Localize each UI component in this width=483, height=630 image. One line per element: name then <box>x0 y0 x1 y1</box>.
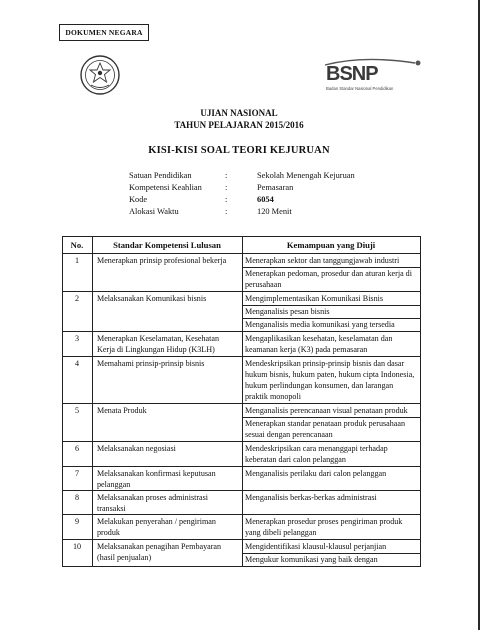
competency-standard: Menata Produk <box>93 404 243 442</box>
academic-year: TAHUN PELAJARAN 2015/2016 <box>174 120 304 130</box>
tested-ability-item: Menganalisis perilaku dari calon pelanggan <box>245 469 387 478</box>
table-body <box>63 254 421 567</box>
tested-abilities <box>243 540 421 567</box>
table-row <box>63 404 421 442</box>
tested-ability-item: Menganalisis berkas-berkas administrasi <box>245 493 377 502</box>
row-number: 1 <box>63 254 93 292</box>
tested-abilities <box>243 357 421 404</box>
info-label: Satuan Pendidikan <box>129 171 192 180</box>
table-row <box>63 467 421 491</box>
tested-ability-item: Mendeskripsikan cara menanggapi terhadap keberatan dari calon pelanggan <box>245 444 388 464</box>
tested-abilities <box>243 292 421 332</box>
competency-standard: Melaksanakan konfirmasi keputusan pelanggan <box>93 467 243 491</box>
tested-ability-item: Menganalisis media komunikasi yang tersedia <box>245 320 395 329</box>
competency-standard: Menerapkan prinsip profesional bekerja <box>93 254 243 292</box>
competency-table <box>62 236 421 567</box>
competency-standard: Melaksanakan negosiasi <box>93 442 243 467</box>
row-number: 10 <box>63 540 93 567</box>
tested-abilities <box>243 332 421 357</box>
info-separator: : <box>225 207 228 216</box>
competency-standard: Memahami prinsip-prinsip bisnis <box>93 357 243 404</box>
competency-standard: Menerapkan Keselamatan, Kesehatan Kerja di Lingkungan Hidup (K3LH) <box>93 332 243 357</box>
table-row <box>63 292 421 332</box>
info-label: Alokasi Waktu <box>129 207 179 216</box>
info-value: 120 Menit <box>257 207 292 216</box>
info-label: Kode <box>129 195 148 204</box>
document-classification-stamp: DOKUMEN NEGARA <box>59 24 149 41</box>
table-row <box>63 332 421 357</box>
table-row <box>63 515 421 540</box>
tested-ability-item: Mengimplementasikan Komunikasi Bisnis <box>243 293 420 306</box>
tested-ability-item: Menganalisis pesan bisnis <box>243 306 420 319</box>
competency-standard: Melakukan penyerahan / pengiriman produk <box>93 515 243 540</box>
competency-standard: Melaksanakan Komunikasi bisnis <box>93 292 243 332</box>
tested-abilities <box>243 404 421 442</box>
row-number: 2 <box>63 292 93 332</box>
row-number: 6 <box>63 442 93 467</box>
column-header-no: No. <box>63 237 93 254</box>
table-row <box>63 442 421 467</box>
table-row <box>63 540 421 567</box>
tested-abilities <box>243 491 421 515</box>
tested-abilities <box>243 515 421 540</box>
row-number: 8 <box>63 491 93 515</box>
tested-abilities <box>243 467 421 491</box>
competency-standard: Melaksanakan proses administrasi transaksi <box>93 491 243 515</box>
info-separator: : <box>225 183 228 192</box>
info-label: Kompetensi Keahlian <box>129 183 202 192</box>
tested-ability-item: Mengukur komunikasi yang baik dengan <box>245 555 378 564</box>
tested-ability-item: Mengaplikasikan kesehatan, keselamatan dan keamanan kerja (K3) pada pemasaran <box>245 334 393 354</box>
tested-ability-item: Menerapkan prosedur proses pengiriman produk yang dibeli pelanggan <box>245 517 403 537</box>
document-title: KISI-KISI SOAL TEORI KEJURUAN <box>148 145 330 156</box>
info-separator: : <box>225 171 228 180</box>
exam-title: UJIAN NASIONAL <box>200 108 278 118</box>
row-number: 4 <box>63 357 93 404</box>
tested-abilities <box>243 254 421 292</box>
info-separator: : <box>225 195 228 204</box>
row-number: 3 <box>63 332 93 357</box>
table-row <box>63 491 421 515</box>
tested-ability-item: Mengidentifikasi klausul-klausul perjanjian <box>243 541 420 554</box>
table-header-row <box>63 237 421 254</box>
table-row <box>63 254 421 292</box>
tested-ability-item: Menerapkan standar penataan produk perusahaan sesuai dengan perencanaan <box>245 419 406 439</box>
tested-ability-item: Menerapkan sektor dan tanggungjawab industri <box>243 255 420 268</box>
bsnp-logo-text: BSNP <box>326 63 378 85</box>
row-number: 5 <box>63 404 93 442</box>
column-header-kemampuan: Kemampuan yang Diuji <box>243 237 421 254</box>
info-value: Pemasaran <box>257 183 294 192</box>
tested-abilities <box>243 442 421 467</box>
row-number: 9 <box>63 515 93 540</box>
competency-standard: Melaksanakan penagihan Pembayaran (hasil penjualan) <box>93 540 243 567</box>
row-number: 7 <box>63 467 93 491</box>
info-value: 6054 <box>257 195 274 204</box>
tested-ability-item: Menganalisis perencanaan visual penataan produk <box>243 405 420 418</box>
tested-ability-item: Mendeskripsikan prinsip-prinsip bisnis dan dasar hukum bisnis, hukum paten, hukum cipta Indonesia, hukum perlindungan konsumen, dan larangan praktik monopoli <box>245 359 415 401</box>
column-header-skl: Standar Kompetensi Lulusan <box>93 237 243 254</box>
info-value: Sekolah Menengah Kejuruan <box>257 171 355 180</box>
bsnp-logo-subtitle: Badan Standar Nasional Pendidikan <box>326 86 394 91</box>
table-row <box>63 357 421 404</box>
tested-ability-item: Menerapkan pedoman, prosedur dan aturan kerja di perusahaan <box>245 269 412 289</box>
